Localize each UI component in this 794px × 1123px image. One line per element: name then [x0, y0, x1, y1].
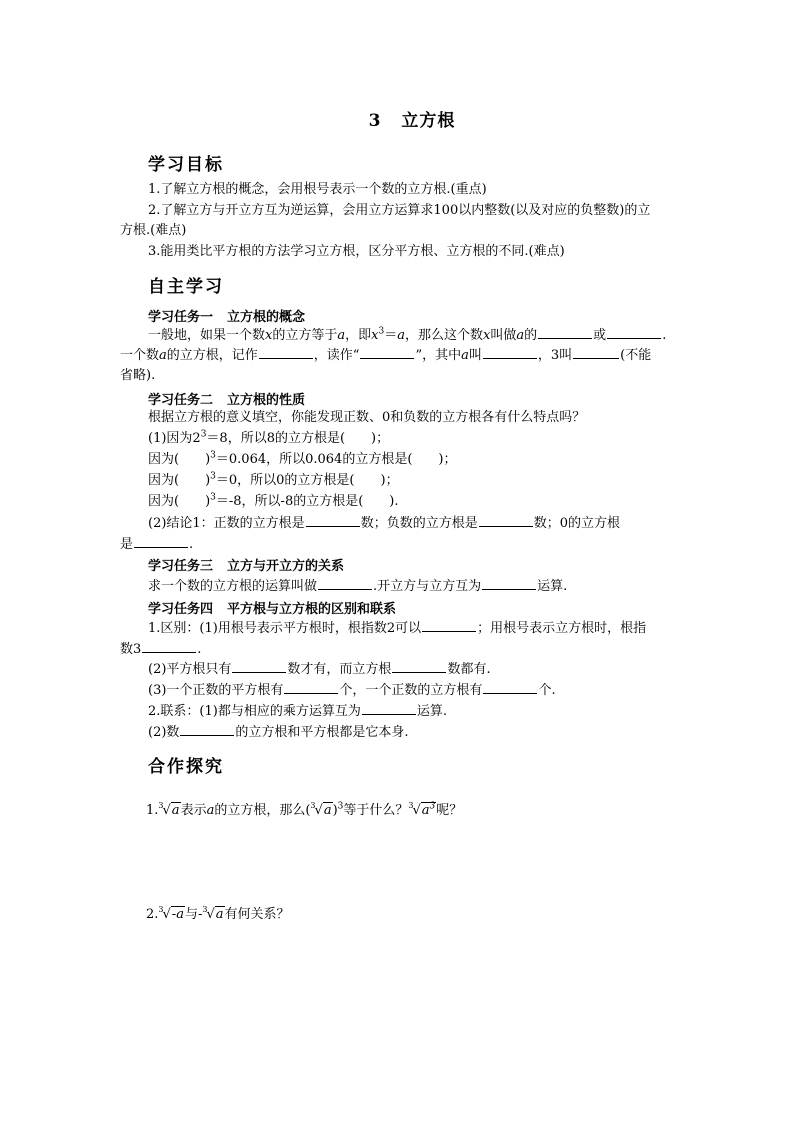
- text: 的立方根，记作: [166, 348, 258, 363]
- radicand: a: [171, 803, 180, 818]
- cube-root-expression: $^3$√a: [310, 801, 332, 818]
- fill-blank[interactable]: [180, 723, 234, 736]
- fill-blank[interactable]: [362, 702, 416, 715]
- exponent: 3: [210, 450, 216, 461]
- text: 或: [593, 328, 607, 343]
- task2-row4: [148, 493, 399, 511]
- text: 因为(: [148, 494, 180, 509]
- text: 1.区别：(1)用根号表示平方根时，根指数2可以: [148, 621, 422, 636]
- text: 的立方根和平方根都是它本身.: [235, 725, 409, 740]
- fill-blank[interactable]: [479, 514, 533, 527]
- fill-blank[interactable]: [483, 346, 537, 359]
- task2-row2: [148, 451, 456, 469]
- task4-line6: [148, 723, 409, 742]
- text: 的立方根，那么(: [214, 803, 311, 818]
- var-a: a: [206, 803, 215, 818]
- task4-line2: [120, 640, 201, 659]
- text: 运算.: [537, 579, 568, 594]
- text: .开立方与立方互为: [373, 579, 482, 594]
- text: (不能: [620, 348, 652, 363]
- text: )；: [380, 473, 399, 488]
- text: 因为(: [148, 452, 180, 467]
- text: 叫: [468, 348, 482, 363]
- task2-intro: 根据立方根的意义填空，你能发现正数、0和负数的立方根各有什么特点吗？: [148, 410, 586, 425]
- text: ＝: [384, 328, 398, 343]
- text: ＝0，所以0的立方根是(: [215, 473, 355, 488]
- task2-heading: [148, 389, 305, 408]
- text: ，读作“: [313, 348, 360, 363]
- coop-question-1: [146, 797, 462, 820]
- var-a: a: [421, 803, 430, 818]
- text: ): [332, 803, 338, 818]
- text: 数；0的立方根: [533, 516, 620, 531]
- radicand: [421, 802, 437, 818]
- text: 等于什么？: [343, 803, 409, 818]
- text: .: [189, 537, 194, 552]
- task1-line3: 省略).: [120, 368, 156, 383]
- fill-blank[interactable]: [259, 346, 313, 359]
- text: .: [197, 642, 202, 657]
- fill-blank[interactable]: [134, 535, 188, 548]
- fill-blank[interactable]: [306, 514, 360, 527]
- text: 个，一个正数的立方根有: [339, 683, 483, 698]
- task1-heading: [148, 306, 305, 325]
- text: (2)平方根只有: [148, 662, 232, 677]
- fill-blank[interactable]: [142, 640, 196, 653]
- text: 个.: [538, 683, 556, 698]
- fill-blank[interactable]: [232, 660, 286, 673]
- var-a: a: [397, 328, 406, 343]
- text: ).: [389, 494, 399, 509]
- objective-2a: 2.了解立方与开立方互为逆运算，会用立方运算求100以内整数(以及对应的负整数)的立: [148, 203, 651, 218]
- text: 叫做: [490, 328, 517, 343]
- fill-blank[interactable]: [573, 346, 619, 359]
- task3-heading-b: 立方与开立方的关系: [227, 559, 345, 574]
- task1-line2: [120, 346, 651, 365]
- task3-line1: [148, 577, 567, 596]
- text: 是: [120, 537, 134, 552]
- task4-heading-a: 学习任务四: [148, 602, 214, 617]
- task4-line3: [148, 660, 491, 679]
- fill-blank[interactable]: [318, 577, 372, 590]
- exponent: 3: [378, 326, 385, 337]
- text: 的: [524, 328, 538, 343]
- root-index: 3: [310, 801, 316, 810]
- text: 数3: [120, 642, 142, 657]
- exponent: 3: [210, 492, 216, 503]
- title-text: 立方根: [401, 111, 456, 131]
- task4-line4: [148, 681, 556, 700]
- var-x: x: [371, 328, 379, 343]
- text: .: [662, 328, 667, 343]
- fill-blank[interactable]: [284, 681, 338, 694]
- text: ＝0.064，所以0.064的立方根是(: [215, 452, 413, 467]
- text: ，3叫: [537, 348, 573, 363]
- text: ): [205, 473, 211, 488]
- text: ＝8，所以8的立方根是(: [206, 431, 346, 446]
- var-a: a: [337, 328, 346, 343]
- exponent: 3: [210, 471, 216, 482]
- cube-root-expression: $^3√a^3$: [408, 801, 436, 818]
- text: )；: [371, 431, 390, 446]
- text: ): [205, 452, 211, 467]
- var-x: x: [483, 328, 491, 343]
- task2-row3: [148, 472, 399, 490]
- task1-heading-b: 立方根的概念: [227, 310, 306, 325]
- task2-heading-b: 立方根的性质: [227, 393, 306, 408]
- text: 呢？: [436, 803, 463, 818]
- text: 表示: [180, 803, 207, 818]
- text: 2.联系：(1)都与相应的乘方运算互为: [148, 704, 361, 719]
- coop-question-2: [146, 901, 290, 924]
- text: 2.: [146, 907, 159, 922]
- text: (2)结论1：正数的立方根是: [148, 516, 305, 531]
- section-objectives: 学习目标: [148, 155, 224, 175]
- text: 数都有.: [447, 662, 491, 677]
- text: ＝-8，所以-8的立方根是(: [215, 494, 364, 509]
- var-a: a: [159, 348, 167, 363]
- fill-blank[interactable]: [538, 326, 592, 339]
- text: 数；负数的立方根是: [360, 516, 478, 531]
- objective-1: 1.了解立方根的概念，会用根号表示一个数的立方根.(重点): [148, 182, 487, 197]
- task2-row1: [148, 430, 389, 448]
- root-index: 3: [408, 801, 414, 810]
- text: 数才有，而立方根: [287, 662, 392, 677]
- exponent: 3: [429, 801, 436, 812]
- radicand: a: [215, 907, 224, 922]
- text: (3)一个正数的平方根有: [148, 683, 284, 698]
- var-a: a: [516, 328, 525, 343]
- fill-blank[interactable]: [360, 346, 414, 359]
- text: ): [205, 494, 211, 509]
- fill-blank[interactable]: [607, 326, 661, 339]
- root-index: 3: [158, 801, 164, 810]
- fill-blank[interactable]: [422, 619, 476, 632]
- cube-root-expression: $^3$√a: [202, 905, 224, 922]
- task4-heading: [148, 598, 396, 617]
- task4-heading-b: 平方根与立方根的区别和联系: [227, 602, 397, 617]
- text: 一个数: [120, 348, 160, 363]
- text: ，那么这个数: [405, 328, 484, 343]
- exponent: 3: [200, 429, 207, 440]
- objective-2b: 方根.(难点): [120, 223, 187, 238]
- text: 1.: [146, 803, 159, 818]
- text: 运算.: [416, 704, 447, 719]
- text: 有何关系？: [224, 907, 290, 922]
- task4-line1: [148, 619, 646, 638]
- text: )；: [438, 452, 457, 467]
- text: 与-: [184, 907, 203, 922]
- page-title: [0, 106, 794, 131]
- task4-line5: [148, 702, 447, 721]
- objective-3: 3.能用类比平方根的方法学习立方根，区分平方根、立方根的不同.(难点): [148, 244, 565, 259]
- exponent: 3: [337, 801, 344, 812]
- text: 的立方等于: [272, 328, 338, 343]
- text: ”，其中: [415, 348, 462, 363]
- title-number: 3: [368, 111, 382, 131]
- task2-conclusion: [148, 514, 620, 533]
- root-index: 3: [202, 905, 208, 914]
- radicand: -a: [171, 907, 184, 922]
- task1-heading-a: 学习任务一: [148, 310, 214, 325]
- fill-blank[interactable]: [483, 681, 537, 694]
- task3-heading-a: 学习任务三: [148, 559, 214, 574]
- fill-blank[interactable]: [392, 660, 446, 673]
- radicand: a: [323, 803, 332, 818]
- text: 因为(: [148, 473, 180, 488]
- text: 求一个数的立方根的运算叫做: [148, 579, 318, 594]
- var-a: a: [461, 348, 469, 363]
- var-x: x: [265, 328, 273, 343]
- cube-root-expression: $^3$√a: [158, 801, 180, 818]
- text: (1)因为2: [148, 431, 201, 446]
- section-cooperation: 合作探究: [148, 757, 224, 777]
- text: (2)数: [148, 725, 180, 740]
- section-self-study: 自主学习: [148, 277, 224, 297]
- fill-blank[interactable]: [482, 577, 536, 590]
- task2-conclusion-cont: [120, 535, 193, 554]
- task3-heading: [148, 555, 344, 574]
- task2-heading-a: 学习任务二: [148, 393, 214, 408]
- root-index: 3: [158, 905, 164, 914]
- text: ；用根号表示立方根时，根指: [477, 621, 647, 636]
- task1-line1: [148, 326, 666, 345]
- text: 一般地，如果一个数: [148, 328, 266, 343]
- cube-root-expression: $^3$√-a: [158, 905, 184, 922]
- text: ，即: [345, 328, 372, 343]
